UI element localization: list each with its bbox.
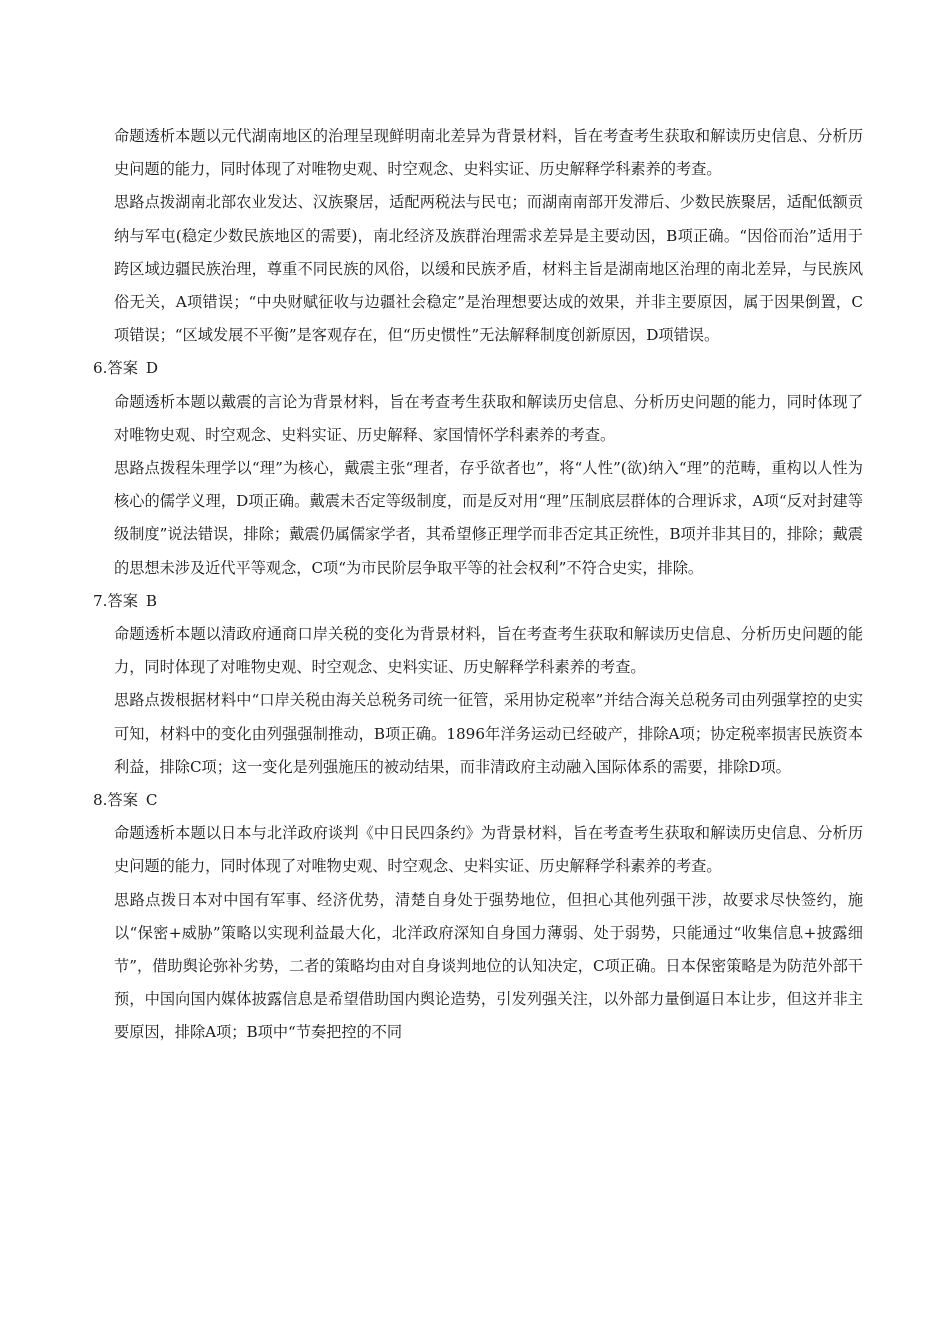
answer-line-7 [93, 585, 863, 618]
answer-letter: B [145, 591, 158, 610]
answer-explanations [93, 120, 863, 1050]
answer-letter: C [145, 791, 158, 810]
reasoning-paragraph-6: 思路点拨程朱理学以“理”为核心，戴震主张“理者，存乎欲者也”，将“人性”(欲)纳入“理”的范畴，重构以人性为核心的儒学义理，D项正确。戴震未否定等级制度，而是反对用“理”压制底层群体的合理诉求，A项“反对封建等级制度”说法错误，排除；戴震仍属儒家学者，其希望修正理学而非否定其正统性，B项并非其目的，排除；戴震的思想未涉及近代平等观念，C项“为市民阶层争取平等的社会权利”不符合史实，排除。 [114, 459, 863, 577]
analysis-paragraph-8: 命题透析本题以日本与北洋政府谈判《中日民四条约》为背景材料，旨在考查考生获取和解读历史信息、分析历史问题的能力，同时体现了对唯物史观、时空观念、史料实证、历史解释学科素养的考查。 [114, 824, 863, 876]
analysis-paragraph-5: 命题透析本题以元代湖南地区的治理呈现鲜明南北差异为背景材料，旨在考查考生获取和解读历史信息、分析历史问题的能力，同时体现了对唯物史观、时空观念、史料实证、历史解释学科素养的考查。 [114, 127, 863, 179]
answer-letter: D [145, 359, 159, 378]
answer-label: 答案 [107, 591, 138, 610]
answer-label: 答案 [107, 359, 138, 378]
reasoning-paragraph-7: 思路点拨根据材料中“口岸关税由海关总税务司统一征管，采用协定税率”并结合海关总税务司由列强掌控的史实可知，材料中的变化由列强强制推动，B项正确。1896年洋务运动已经破产，排除A项；协定税率损害民族资本利益，排除C项；这一变化是列强施压的被动结果，而非清政府主动融入国际体系的需要，排除D项。 [114, 691, 863, 776]
reasoning-paragraph-8: 思路点拨日本对中国有军事、经济优势，清楚自身处于强势地位，但担心其他列强干涉，故要求尽快签约，施以“保密+威胁”策略以实现利益最大化，北洋政府深知自身国力薄弱、处于弱势，只能通过“收集信息+披露细节”，借助舆论弥补劣势，二者的策略均由对自身谈判地位的认知决定，C项正确。日本保密策略是为防范外部干预，中国向国内媒体披露信息是希望借助国内舆论造势，引发列强关注，以外部力量倒逼日本让步，但这并非主要原因，排除A项；B项中“节奏把控的不同 [114, 890, 863, 1042]
answer-line-8 [93, 784, 863, 817]
answer-line-6 [93, 352, 863, 385]
reasoning-paragraph-5: 思路点拨湖南北部农业发达、汉族聚居，适配两税法与民屯；而湖南南部开发滞后、少数民族聚居，适配低额贡纳与军屯(稳定少数民族地区的需要)，南北经济及族群治理需求差异是主要动因，B项正确。“因俗而治”适用于跨区域边疆民族治理，尊重不同民族的风俗，以缓和民族矛盾，材料主旨是湖南地区治理的南北差异，与民族风俗无关，A项错误；“中央财赋征收与边疆社会稳定”是治理想要达成的效果，并非主要原因，属于因果倒置，C项错误；“区域发展不平衡”是客观存在，但“历史惯性”无法解释制度创新原因，D项错误。 [114, 193, 863, 345]
question-number: 6. [93, 359, 108, 378]
question-number: 8. [93, 791, 108, 810]
analysis-paragraph-7: 命题透析本题以清政府通商口岸关税的变化为背景材料，旨在考查考生获取和解读历史信息、分析历史问题的能力，同时体现了对唯物史观、时空观念、史料实证、历史解释学科素养的考查。 [114, 625, 863, 677]
question-number: 7. [93, 591, 108, 610]
answer-label: 答案 [107, 791, 138, 810]
analysis-paragraph-6: 命题透析本题以戴震的言论为背景材料，旨在考查考生获取和解读历史信息、分析历史问题的能力，同时体现了对唯物史观、时空观念、史料实证、历史解释、家国情怀学科素养的考查。 [114, 392, 863, 444]
